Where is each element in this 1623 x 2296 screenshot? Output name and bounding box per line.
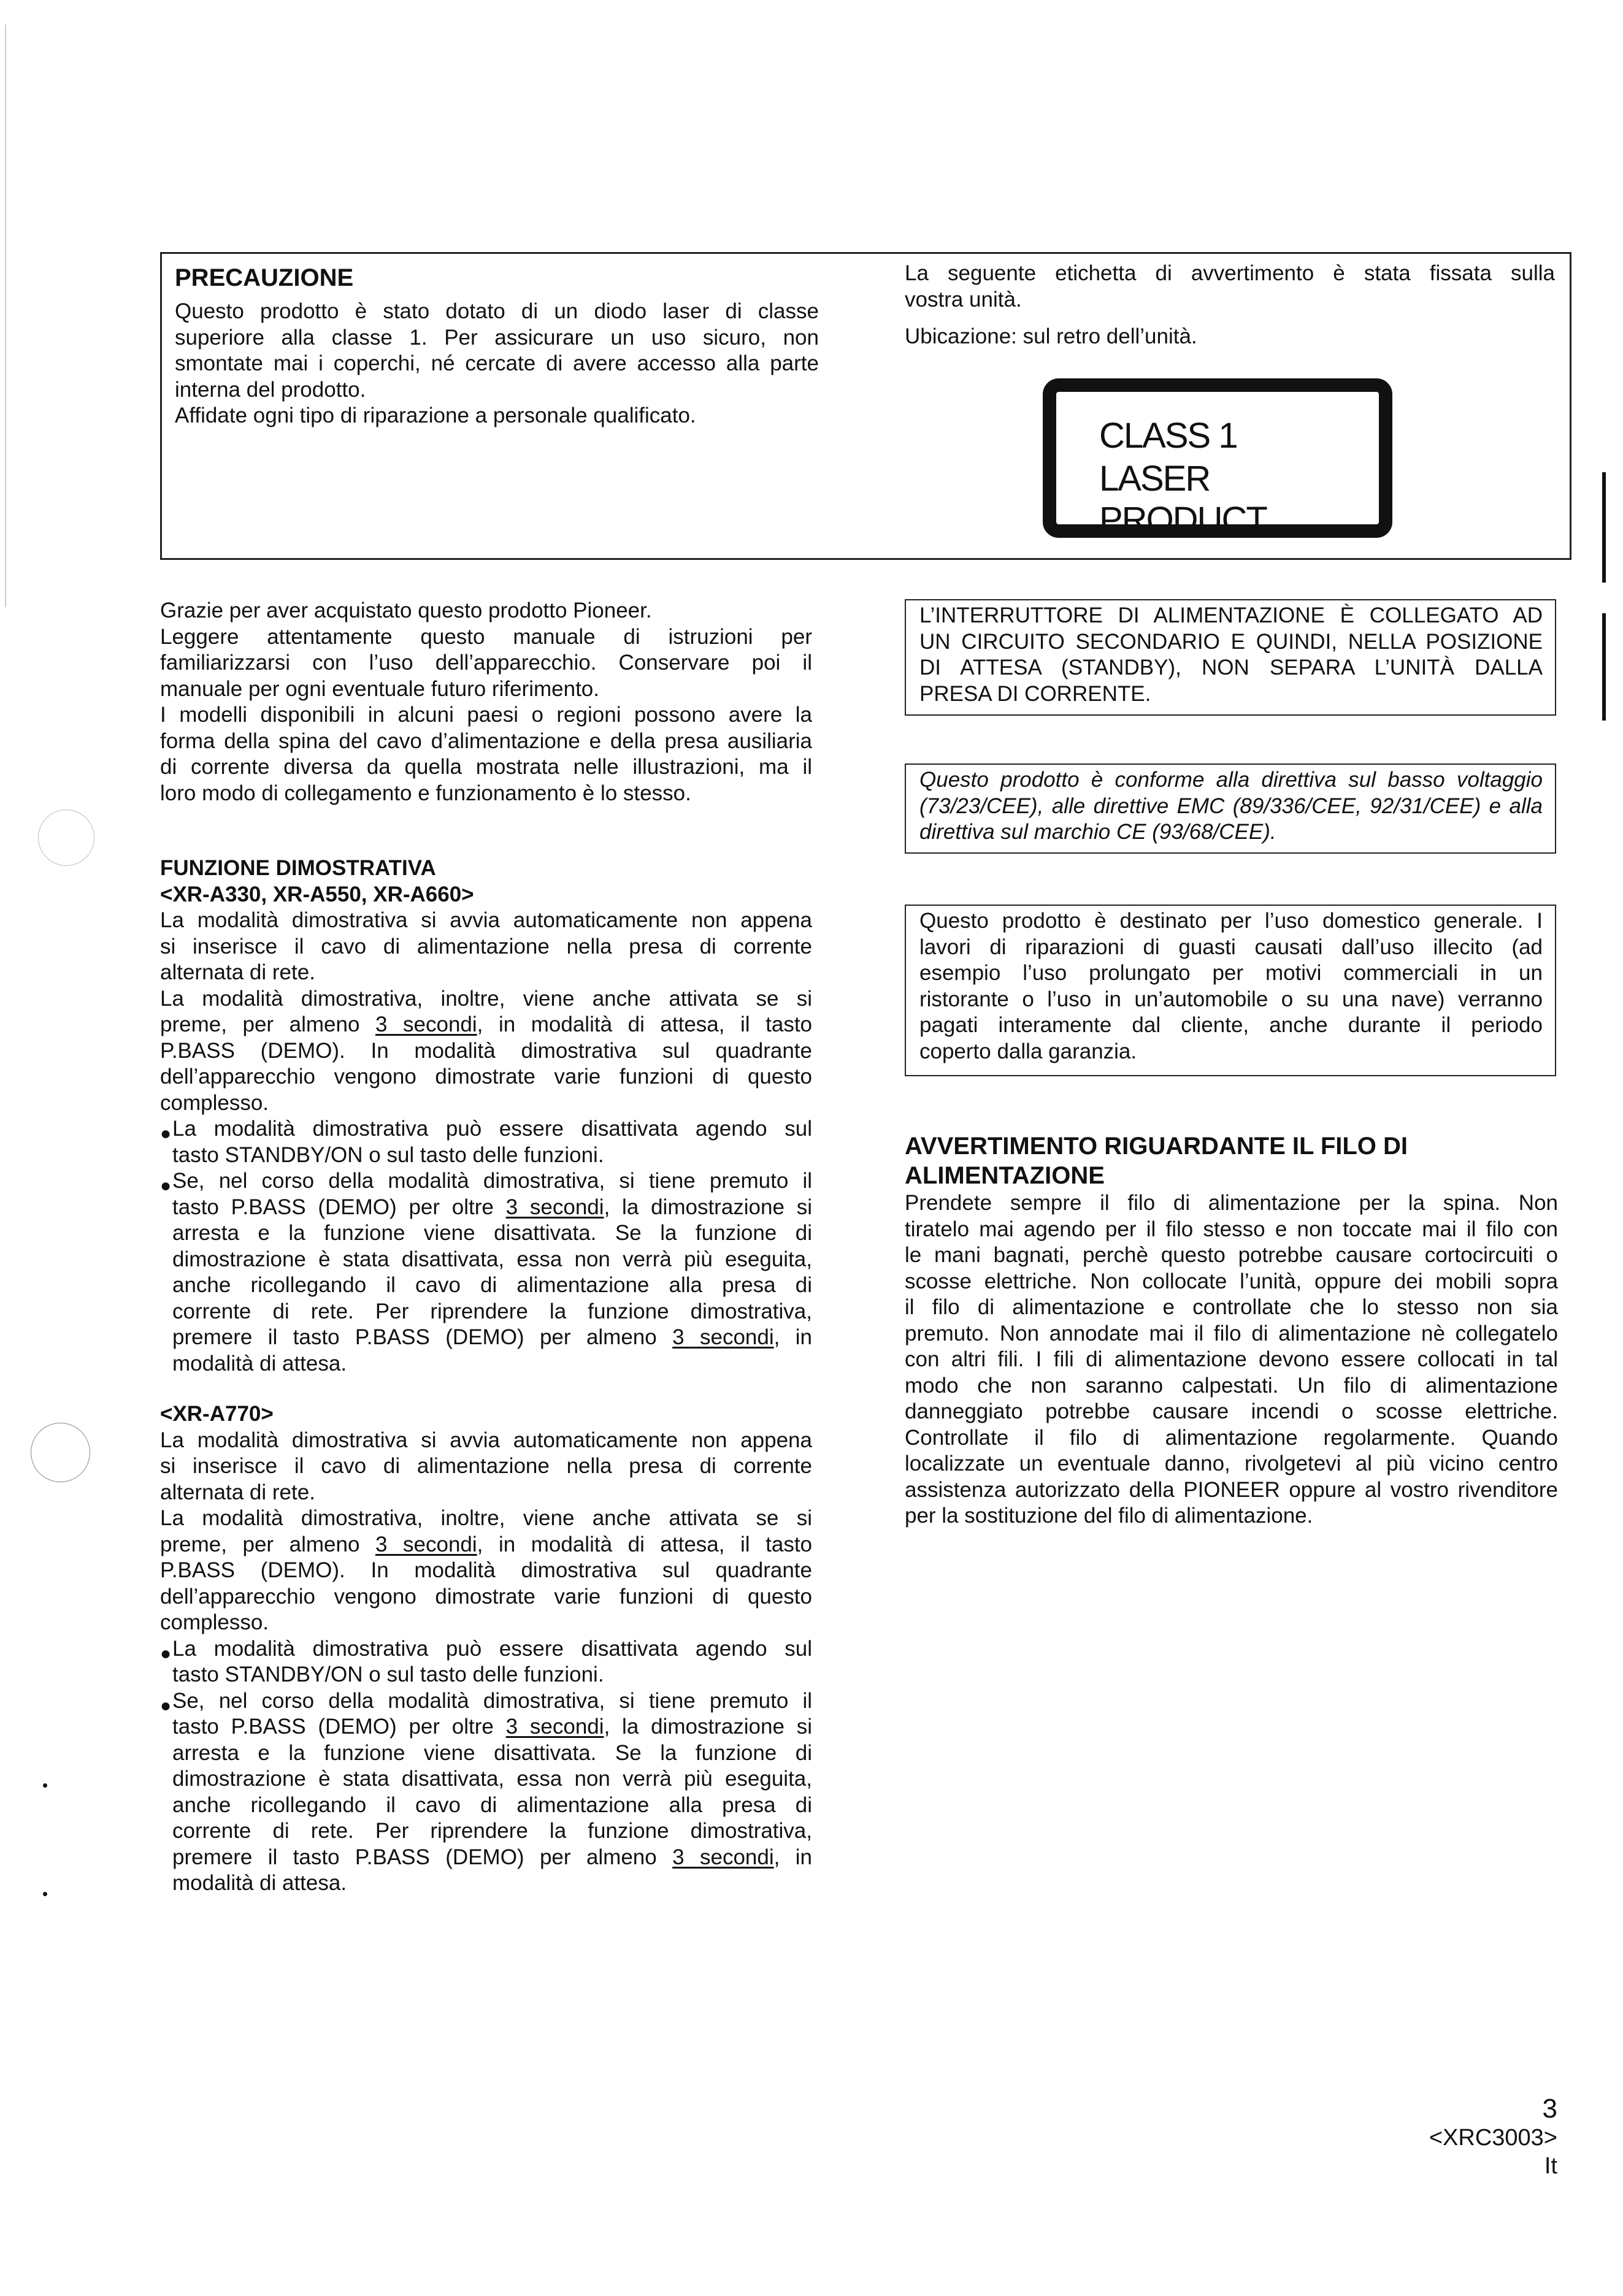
language-code: It <box>1544 2153 1557 2179</box>
punch-hole-mark <box>38 809 94 866</box>
demo-line: dell’apparecchio vengono dimostrate varie funzioni di questo <box>160 1584 812 1609</box>
page-number: 3 <box>1542 2094 1557 2124</box>
demo-line: La modalità dimostrativa, inoltre, viene anche attivata se si <box>160 1506 812 1530</box>
domestic-line: ristorante o l’uso in un’automobile o su una nave) verranno <box>919 987 1543 1011</box>
demo-title: FUNZIONE DIMOSTRATIVA <box>160 856 436 880</box>
power-line: premuto. Non annodate mai il filo di alimentazione nè collegatelo <box>905 1321 1558 1345</box>
power-line: danneggiato potrebbe causare incendi o scosse elettriche. <box>905 1399 1558 1423</box>
demo-models-1: <XR-A330, XR-A550, XR-A660> <box>160 882 474 906</box>
power-line: il filo di alimentazione e controllate che lo stesso non sia <box>905 1295 1558 1319</box>
caution-title: PRECAUZIONE <box>175 264 354 291</box>
laser-class-label <box>1043 378 1392 538</box>
domestic-line: coperto dalla garanzia. <box>919 1039 1137 1063</box>
domestic-line: lavori di riparazioni di guasti causati dall’uso illecito (ad <box>919 935 1543 959</box>
demo-line: dell’apparecchio vengono dimostrate varie funzioni di questo <box>160 1065 812 1089</box>
label-line-2: LASER PRODUCT <box>1099 459 1267 540</box>
caution-line: interna del prodotto. <box>175 377 366 402</box>
demo-line: preme, per almeno 3 secondi, in modalità di attesa, il tasto <box>160 1532 813 1556</box>
scan-dot <box>43 1783 47 1788</box>
document-code: <XRC3003> <box>1429 2125 1557 2151</box>
intro-line: Grazie per aver acquistato questo prodotto Pioneer. <box>160 599 652 622</box>
demo-line: La modalità dimostrativa, inoltre, viene anche attivata se si <box>160 986 812 1011</box>
intro-line: familiarizzarsi con l’uso dell’apparecchio. Conservare poi il <box>160 651 812 675</box>
demo-bullet-1: ● La modalità dimostrativa può essere disattivata agendo sul tasto STANDBY/ON o sul tasto delle funzioni. <box>160 1117 812 1167</box>
demo-section-1 <box>160 855 812 1377</box>
demo-bullet-2: ● Se, nel corso della modalità dimostrativa, si tiene premuto il tasto P.BASS (DEMO) per oltre 3 secondi, la dimostrazione si arresta e la funzione viene disattivata. Se la funzione di dimostrazione è stata disattivata, essa non verrà più eseguita, anche ricollegando il cavo di alimentazione alla presa di corrente di rete. Per riprendere la funzione dimostrativa, premere il tasto P.BASS (DEMO) per almeno 3 secondi, in modalità di attesa. <box>160 1169 813 1376</box>
intro-paragraph <box>160 598 812 806</box>
power-line: assistenza autorizzato della PIONEER oppure al vostro rivenditore <box>905 1477 1558 1502</box>
power-cord-section <box>905 1131 1558 1529</box>
directive-line: Questo prodotto è conforme alla direttiva sul basso voltaggio <box>919 768 1543 792</box>
demo-line: alternata di rete. <box>160 1480 315 1504</box>
standby-notice-box <box>905 599 1556 716</box>
power-line: modo che non saranno calpestati. Un filo di alimentazione <box>905 1373 1558 1398</box>
demo-line: La modalità dimostrativa si avvia automaticamente non appena <box>160 1428 812 1452</box>
notice-line: L’INTERRUTTORE DI ALIMENTAZIONE È COLLEGATO AD <box>919 603 1543 627</box>
intro-line: Leggere attentamente questo manuale di istruzioni per <box>160 624 812 649</box>
ce-directive-box <box>905 763 1556 854</box>
demo-line: complesso. <box>160 1610 269 1634</box>
caution-right-line: La seguente etichetta di avvertimento è stata fissata sulla <box>905 261 1555 285</box>
caution-left-column <box>175 261 819 429</box>
demo-line: La modalità dimostrativa si avvia automaticamente non appena <box>160 908 812 932</box>
power-line: le mani bagnati, perchè questo potrebbe causare cortocircuiti o <box>905 1243 1558 1267</box>
demo-line: preme, per almeno 3 secondi, in modalità di attesa, il tasto <box>160 1012 813 1036</box>
demo-line: complesso. <box>160 1090 269 1115</box>
power-line: Prendete sempre il filo di alimentazione per la spina. Non <box>905 1191 1558 1215</box>
demo-line: si inserisce il cavo di alimentazione nella presa di corrente <box>160 934 812 959</box>
domestic-use-box <box>905 905 1556 1076</box>
power-line: scosse elettriche. Non collocate l’unità, oppure dei mobili sopra <box>905 1269 1558 1293</box>
domestic-line: pagati interamente dal cliente, anche durante il periodo <box>919 1013 1543 1037</box>
caution-line: Affidate ogni tipo di riparazione a personale qualificato. <box>175 404 696 427</box>
scan-line <box>5 25 6 607</box>
directive-line: direttiva sul marchio CE (93/68/CEE). <box>919 820 1276 844</box>
intro-line: I modelli disponibili in alcuni paesi o regioni possono avere la <box>160 703 812 727</box>
caution-right-column <box>905 261 1555 350</box>
caution-line: smontate mai i coperchi, né cercate di avere accesso alla parte <box>175 351 819 375</box>
power-line: Controllate il filo di alimentazione regolarmente. Quando <box>905 1425 1558 1450</box>
caution-right-line: vostra unità. <box>905 287 1022 312</box>
label-location: Ubicazione: sul retro dell’unità. <box>905 324 1197 348</box>
domestic-line: esempio l’uso prolungato per motivi commerciali in un <box>919 961 1543 985</box>
margin-bar <box>1602 472 1606 583</box>
power-title-2: ALIMENTAZIONE <box>905 1162 1105 1189</box>
intro-line: di corrente diversa da quella mostrata nelle illustrazioni, ma il <box>160 755 812 779</box>
demo-section-2 <box>160 1401 812 1897</box>
punch-hole-mark <box>31 1423 90 1482</box>
intro-line: manuale per ogni eventuale futuro riferimento. <box>160 676 599 701</box>
caution-line: superiore alla classe 1. Per assicurare un uso sicuro, non <box>175 325 819 350</box>
notice-line: UN CIRCUITO SECONDARIO E QUINDI, NELLA POSIZIONE <box>919 629 1543 654</box>
demo-line: alternata di rete. <box>160 960 315 984</box>
power-line: tiratelo mai agendo per il filo stesso e non toccate mai il filo con <box>905 1217 1558 1241</box>
intro-line: loro modo di collegamento e funzionamento è lo stesso. <box>160 781 691 805</box>
power-title-1: AVVERTIMENTO RIGUARDANTE IL FILO DI <box>905 1133 1408 1160</box>
page-footer <box>1429 2094 1557 2180</box>
power-line: per la sostituzione del filo di alimentazione. <box>905 1504 1313 1528</box>
caution-line: Questo prodotto è stato dotato di un diodo laser di classe <box>175 299 819 323</box>
label-line-1: CLASS 1 <box>1099 416 1237 456</box>
notice-line: DI ATTESA (STANDBY), NON SEPARA L’UNITÀ DALLA <box>919 656 1543 679</box>
margin-bar <box>1602 613 1606 721</box>
demo-bullet-1: ● La modalità dimostrativa può essere disattivata agendo sul tasto STANDBY/ON o sul tasto delle funzioni. <box>160 1636 812 1686</box>
power-line: localizzate un eventuale danno, rivolgetevi al più vicino centro <box>905 1452 1558 1475</box>
intro-line: forma della spina del cavo d’alimentazione e della presa ausiliaria <box>160 729 812 753</box>
demo-line: si inserisce il cavo di alimentazione nella presa di corrente <box>160 1454 812 1478</box>
demo-bullet-2: ● Se, nel corso della modalità dimostrativa, si tiene premuto il tasto P.BASS (DEMO) per oltre 3 secondi, la dimostrazione si arresta e la funzione viene disattivata. Se la funzione di dimostrazione è stata disattivata, essa non verrà più eseguita, anche ricollegando il cavo di alimentazione alla presa di corrente di rete. Per riprendere la funzione dimostrativa, premere il tasto P.BASS (DEMO) per almeno 3 secondi, in modalità di attesa. <box>160 1688 813 1895</box>
directive-line: (73/23/CEE), alle direttive EMC (89/336/CEE, 92/31/CEE) e alla <box>919 794 1543 818</box>
demo-models-2: <XR-A770> <box>160 1402 274 1426</box>
scan-dot <box>43 1892 47 1896</box>
power-line: con altri fili. I fili di alimentazione devono essere collocati in tal <box>905 1347 1558 1371</box>
notice-line: PRESA DI CORRENTE. <box>919 681 1151 706</box>
demo-line: P.BASS (DEMO). In modalità dimostrativa sul quadrante <box>160 1038 812 1063</box>
demo-line: P.BASS (DEMO). In modalità dimostrativa sul quadrante <box>160 1558 812 1582</box>
domestic-line: Questo prodotto è destinato per l’uso domestico generale. I <box>919 909 1543 933</box>
